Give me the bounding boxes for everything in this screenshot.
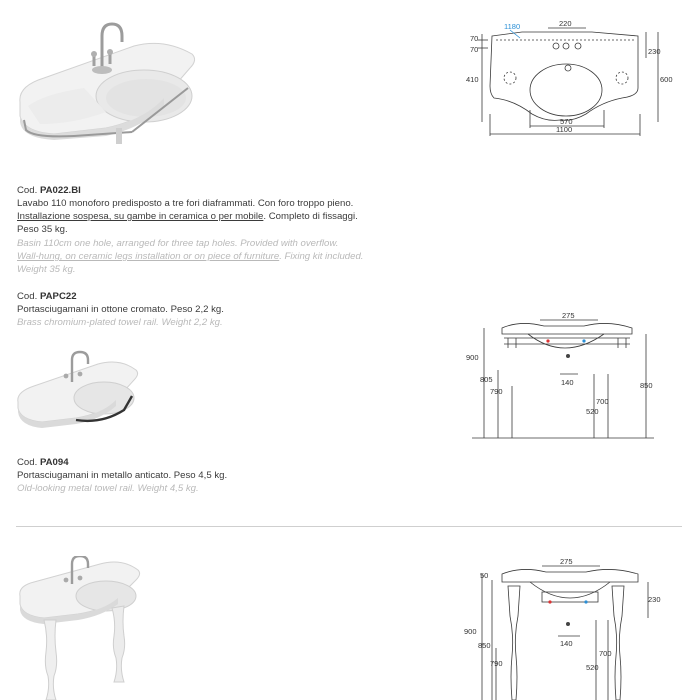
fv2-dim-140: 140 <box>560 639 573 648</box>
fv1-dim-700: 700 <box>596 397 609 406</box>
fv2-dim-790: 790 <box>490 659 503 668</box>
basin-photo-wall-hung <box>14 16 200 148</box>
basin-photo-ceramic-legs <box>14 556 144 700</box>
papc22-it: Portasciugamani in ottone cromato. Peso 2,2 kg. <box>17 304 224 315</box>
dim-230: 230 <box>648 47 661 56</box>
desc-en-line2: Wall-hung, on ceramic legs installation or on piece of furniture. Fixing kit included. <box>17 251 364 262</box>
papc22-en: Brass chromium-plated towel rail. Weight 2,2 kg. <box>17 317 223 328</box>
drawing-front-view-2 <box>462 556 672 700</box>
fv1-dim-900: 900 <box>466 353 479 362</box>
fv1-dim-805: 805 <box>480 375 493 384</box>
fv1-dim-275: 275 <box>562 311 575 320</box>
product-code-pa022: Cod. PA022.BI <box>17 185 81 196</box>
desc-en-line1: Basin 110cm one hole, arranged for three tap holes. Provided with overflow. <box>17 238 339 249</box>
dim-1100: 1100 <box>556 125 573 134</box>
fv1-dim-140: 140 <box>561 378 574 387</box>
dim-1180: 1180 <box>504 22 521 31</box>
pa094-en: Old-looking metal towel rail. Weight 4,5 kg. <box>17 483 199 494</box>
desc-en-line3: Weight 35 kg. <box>17 264 76 275</box>
fv2-dim-50: 50 <box>480 571 489 580</box>
desc-it-line2: Installazione sospesa, su gambe in ceramica o per mobile. Completo di fissaggi. <box>17 211 358 222</box>
basin-photo-towel-rail <box>14 346 140 430</box>
fv1-dim-790: 790 <box>490 387 503 396</box>
desc-it-line1: Lavabo 110 monoforo predisposto a tre fori diaframmati. Con foro troppo pieno. <box>17 198 354 209</box>
dim-220: 220 <box>559 19 572 28</box>
dim-410: 410 <box>466 75 479 84</box>
drawing-top-view <box>462 18 692 142</box>
dim-600: 600 <box>660 75 673 84</box>
fv1-dim-850: 850 <box>640 381 653 390</box>
pa094-it: Portasciugamani in metallo anticato. Peso 4,5 kg. <box>17 470 228 481</box>
fv2-dim-275: 275 <box>560 557 573 566</box>
product-code-pa094: Cod. PA094 <box>17 457 69 468</box>
fv2-dim-520: 520 <box>586 663 599 672</box>
dim-70-b: 70 <box>470 45 479 54</box>
section-divider <box>16 526 682 527</box>
dim-570: 570 <box>560 117 573 126</box>
drawing-front-view-1 <box>464 310 664 444</box>
dim-70-a: 70 <box>470 34 479 43</box>
product-code-papc22: Cod. PAPC22 <box>17 291 77 302</box>
fv2-dim-900: 900 <box>464 627 477 636</box>
fv2-dim-700: 700 <box>599 649 612 658</box>
fv2-dim-850: 850 <box>478 641 491 650</box>
fv2-dim-230: 230 <box>648 595 661 604</box>
fv1-dim-520: 520 <box>586 407 599 416</box>
desc-it-line3: Peso 35 kg. <box>17 224 68 235</box>
